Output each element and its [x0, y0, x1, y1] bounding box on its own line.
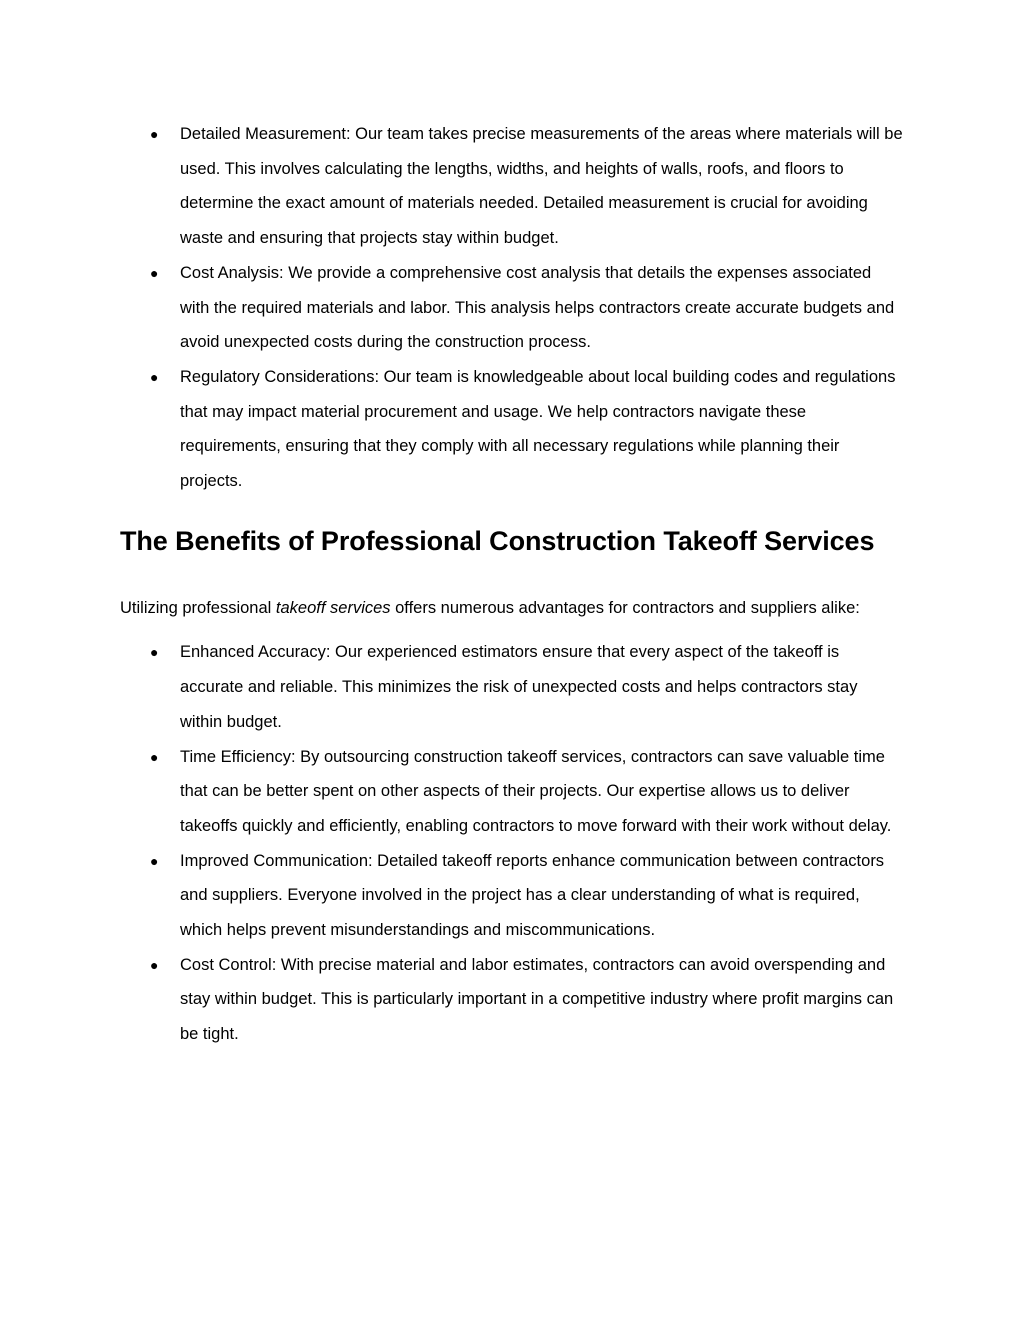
list-item-text: Regulatory Considerations: Our team is knowledgeable about local building codes and regulations that may impact material procurement and usage. We help contractors navigate these requirements, ensuring that they comply with all necessary regulations while planning their projects.	[180, 367, 896, 491]
bullet-icon: ●	[150, 126, 159, 142]
bullet-icon: ●	[150, 748, 159, 765]
list-item	[150, 948, 904, 1052]
bullet-icon: ●	[150, 264, 159, 281]
intro-paragraph	[120, 591, 904, 626]
list-item-text: Cost Analysis: We provide a comprehensive cost analysis that details the expenses associated with the required materials and labor. This analysis helps contractors create accurate budgets and avoid unexpected costs during the construction process.	[180, 263, 895, 352]
list-item-text: Detailed Measurement: Our team takes precise measurements of the areas where materials will be used. This involves calculating the lengths, widths, and heights of walls, roofs, and floors to determine the exact amount of materials needed. Detailed measurement is crucial for avoiding waste and ensuring that projects stay within budget.	[180, 125, 903, 248]
benefits-list	[120, 635, 904, 1051]
bullet-icon: ●	[150, 852, 159, 869]
services-list	[120, 117, 904, 499]
list-item-text: Enhanced Accuracy: Our experienced estimators ensure that every aspect of the takeoff is accurate and reliable. This minimizes the risk of unexpected costs and helps contractors stay within budget.	[180, 643, 858, 731]
list-item-text: Cost Control: With precise material and labor estimates, contractors can avoid overspending and stay within budget. This is particularly important in a competitive industry where profit margins can be tight.	[180, 955, 894, 1044]
list-item	[150, 635, 904, 739]
intro-italic-text: takeoff services	[275, 598, 391, 617]
bullet-icon: ●	[150, 644, 159, 661]
list-item	[150, 844, 904, 948]
list-item-text: Improved Communication: Detailed takeoff reports enhance communication between contractors and suppliers. Everyone involved in the project has a clear understanding of what is required, which helps prevent misunderstandings and miscommunications.	[180, 851, 885, 940]
list-item	[150, 256, 904, 360]
intro-text-end: offers numerous advantages for contractors and suppliers alike:	[390, 598, 860, 617]
list-item	[150, 117, 904, 256]
section-heading: The Benefits of Professional Construction Takeoff Services	[120, 525, 875, 556]
bullet-icon: ●	[150, 368, 159, 385]
list-item-text: Time Efficiency: By outsourcing construction takeoff services, contractors can save valuable time that can be better spent on other aspects of their projects. Our expertise allows us to deliver takeoffs quickly and efficiently, enabling contractors to move forward with their work without delay.	[180, 747, 892, 835]
intro-text-start: Utilizing professional	[120, 598, 276, 617]
list-item	[150, 360, 904, 499]
bullet-icon: ●	[150, 956, 159, 973]
list-item	[150, 740, 904, 844]
